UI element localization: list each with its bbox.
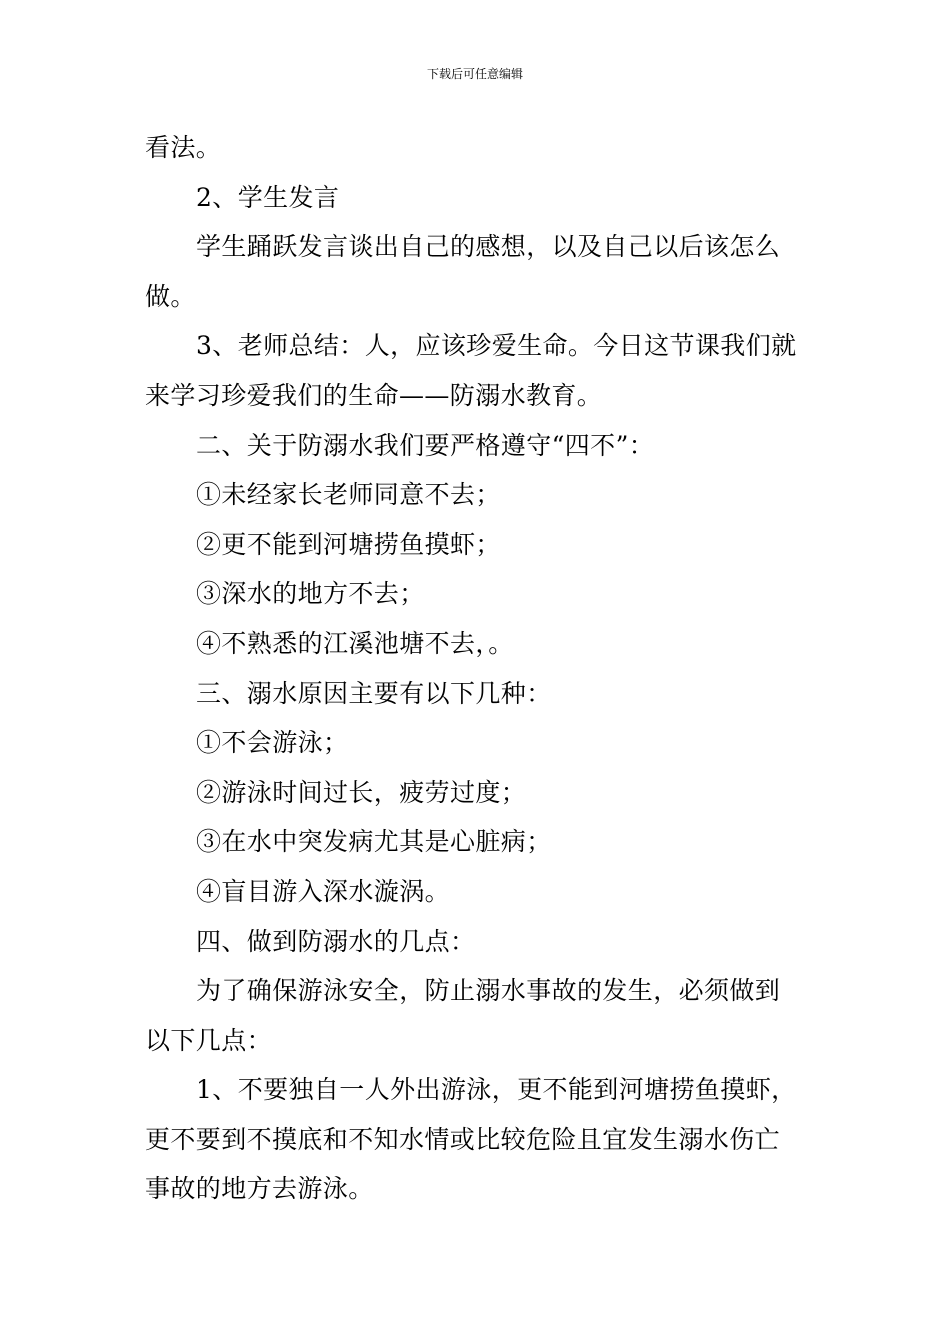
text-line: 3、老师总结：人，应该珍爱生命。今日这节课我们就 bbox=[196, 331, 797, 361]
text-line: 1、不要独自一人外出游泳，更不能到河塘捞鱼摸虾， bbox=[196, 1075, 797, 1105]
text-line: 事故的地方去游泳。 bbox=[145, 1174, 374, 1204]
text-line: 来学习珍爱我们的生命——防溺水教育。 bbox=[145, 380, 603, 410]
text-line: ①未经家长老师同意不去； bbox=[196, 480, 501, 510]
text-line: ④不熟悉的江溪池塘不去，。 bbox=[196, 628, 514, 658]
text-line: ④盲目游入深水漩涡。 bbox=[196, 876, 451, 906]
text-line: 做。 bbox=[145, 281, 196, 311]
text-line: ①不会游泳； bbox=[196, 728, 349, 758]
text-line: 三、溺水原因主要有以下几种： bbox=[196, 678, 552, 708]
text-line: 四、做到防溺水的几点： bbox=[196, 926, 476, 956]
text-line: ③深水的地方不去； bbox=[196, 579, 425, 609]
text-line: ③在水中突发病尤其是心脏病； bbox=[196, 827, 552, 857]
text-line: ②更不能到河塘捞鱼摸虾； bbox=[196, 529, 501, 559]
page-header: 下载后可任意编辑 bbox=[426, 67, 523, 81]
text-line: 2、学生发言 bbox=[196, 182, 340, 212]
text-line: 二、关于防溺水我们要严格遵守“四不”： bbox=[196, 430, 655, 460]
text-line: 以下几点： bbox=[145, 1025, 273, 1055]
text-line: 更不要到不摸底和不知水情或比较危险且宜发生溺水伤亡 bbox=[145, 1124, 781, 1154]
text-line: 看法。 bbox=[145, 133, 222, 162]
text-line: ②游泳时间过长，疲劳过度； bbox=[196, 777, 527, 807]
text-line: 为了确保游泳安全，防止溺水事故的发生，必须做到 bbox=[196, 976, 781, 1006]
document-body bbox=[145, 123, 809, 1214]
text-line: 学生踊跃发言谈出自己的感想，以及自己以后该怎么 bbox=[196, 232, 781, 262]
